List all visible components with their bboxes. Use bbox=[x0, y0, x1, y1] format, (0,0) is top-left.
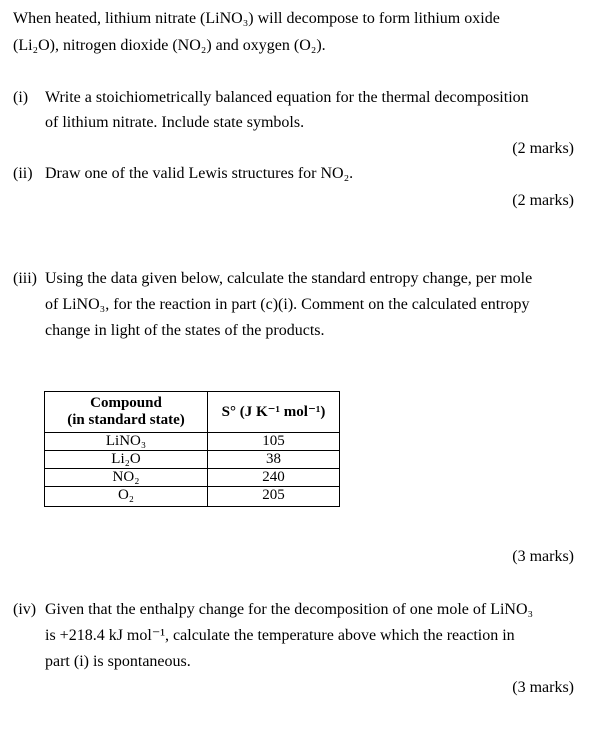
part-iv-label: (iv) bbox=[13, 601, 37, 618]
table-row bbox=[45, 451, 340, 469]
part-iii-marks: (3 marks) bbox=[512, 548, 574, 565]
part-i-label: (i) bbox=[13, 89, 29, 106]
compound-cell: Li₂O bbox=[45, 451, 208, 469]
intro-line-2: (Li₂O), nitrogen dioxide (NO₂) and oxygen (O₂). bbox=[13, 37, 326, 54]
entropy-value-cell: 38 bbox=[208, 451, 340, 469]
table-row bbox=[45, 487, 340, 507]
compound-cell: LiNO₃ bbox=[45, 433, 208, 451]
entropy-value-cell: 205 bbox=[208, 487, 340, 507]
part-iv-line-3: part (i) is spontaneous. bbox=[45, 653, 191, 670]
table-header-row bbox=[45, 392, 340, 433]
entropy-value-cell: 105 bbox=[208, 433, 340, 451]
entropy-value-cell: 240 bbox=[208, 469, 340, 487]
part-iv-line-2: is +218.4 kJ mol⁻¹, calculate the temperature above which the reaction in bbox=[45, 627, 515, 644]
part-iii-line-1: Using the data given below, calculate the standard entropy change, per mole bbox=[45, 270, 533, 287]
entropy-table bbox=[44, 391, 340, 507]
part-ii-line-1: Draw one of the valid Lewis structures for NO₂. bbox=[45, 165, 354, 182]
compound-cell: O₂ bbox=[45, 487, 208, 507]
part-iv-line-1: Given that the enthalpy change for the decomposition of one mole of LiNO₃ bbox=[45, 601, 534, 618]
table-row bbox=[45, 469, 340, 487]
part-iii-line-2: of LiNO₃, for the reaction in part (c)(i). Comment on the calculated entropy bbox=[45, 296, 530, 313]
header-compound bbox=[45, 392, 208, 433]
part-ii-marks: (2 marks) bbox=[512, 192, 574, 209]
header-compound-line-1: Compound bbox=[90, 395, 162, 411]
header-entropy: S° (J K⁻¹ mol⁻¹) bbox=[208, 392, 340, 433]
part-iv-marks: (3 marks) bbox=[512, 679, 574, 696]
intro-line-1: When heated, lithium nitrate (LiNO₃) will decompose to form lithium oxide bbox=[13, 10, 500, 27]
header-compound-line-2: (in standard state) bbox=[67, 412, 185, 428]
part-i-marks: (2 marks) bbox=[512, 140, 574, 157]
part-iii-line-3: change in light of the states of the products. bbox=[45, 322, 325, 339]
part-i-line-2: of lithium nitrate. Include state symbols. bbox=[45, 114, 305, 131]
table-row bbox=[45, 433, 340, 451]
part-ii-label: (ii) bbox=[13, 165, 33, 182]
part-i-line-1: Write a stoichiometrically balanced equation for the thermal decomposition bbox=[45, 89, 529, 106]
compound-cell: NO₂ bbox=[45, 469, 208, 487]
part-iii-label: (iii) bbox=[13, 270, 37, 287]
